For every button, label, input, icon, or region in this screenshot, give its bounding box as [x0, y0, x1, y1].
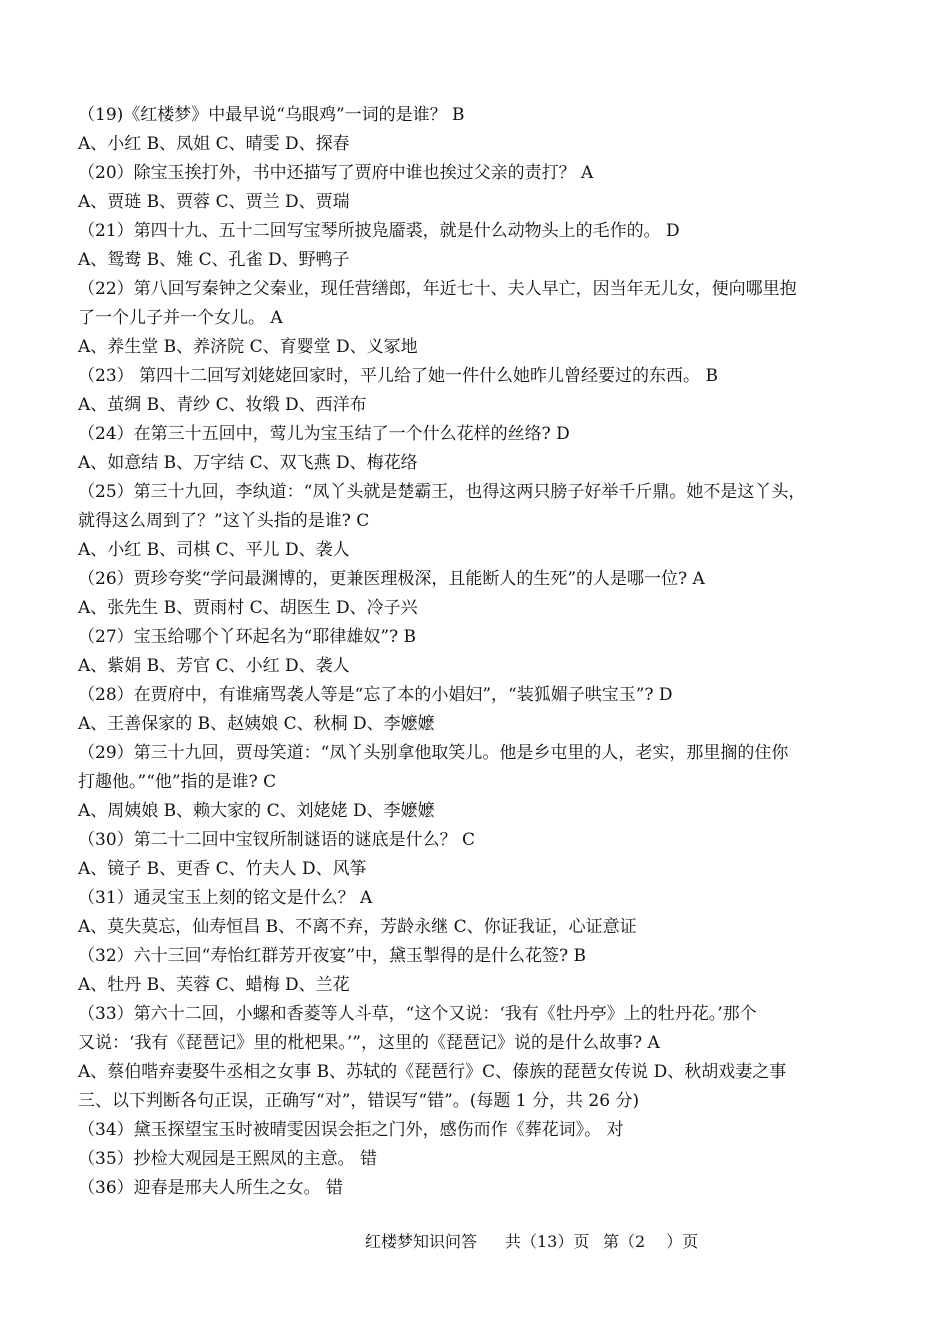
document-body [78, 101, 878, 1203]
text-line: （34）黛玉探望宝玉时被晴雯因误会拒之门外，感伤而作《葬花词》。 对 [78, 1120, 624, 1140]
text-line: A、养生堂 B、养济院 C、育婴堂 D、义冢地 [78, 337, 418, 357]
text-line: （27）宝玉给哪个丫环起名为“耶律雄奴”? B [78, 627, 417, 647]
text-line: A、鸳鸯 B、雉 C、孔雀 D、野鸭子 [78, 250, 350, 270]
section-heading: 三、以下判断各句正误，正确写“对”，错误写“错”。(每题 1 分，共 26 分) [78, 1091, 640, 1111]
text-line: A、茧绸 B、青纱 C、妆缎 D、西洋布 [78, 395, 367, 415]
text-line: 又说：‘我有《琵琶记》里的枇杷果。’”，这里的《琵琶记》说的是什么故事? A [78, 1033, 660, 1053]
text-line: A、莫失莫忘，仙寿恒昌 B、不离不弃，芳龄永继 C、你证我证，心证意证 [78, 917, 637, 937]
text-line: A、如意结 B、万字结 C、双飞燕 D、梅花络 [78, 453, 418, 473]
footer-total-pages: 共（13）页 [505, 1232, 590, 1251]
text-line: A、张先生 B、贾雨村 C、胡医生 D、冷子兴 [78, 598, 418, 618]
text-line: （36）迎春是邢夫人所生之女。 错 [78, 1178, 344, 1198]
text-line: （21）第四十九、五十二回写宝琴所披凫靥裘，就是什么动物头上的毛作的。 D [78, 221, 680, 241]
text-line: A、小红 B、司棋 C、平儿 D、袭人 [78, 540, 350, 560]
text-line: 了一个儿子并一个女儿。 A [78, 308, 283, 328]
text-line: （35）抄检大观园是王熙凤的主意。 错 [78, 1149, 378, 1169]
text-line: （29）第三十九回，贾母笑道：“凤丫头别拿他取笑儿。他是乡屯里的人，老实，那里搁的住你 [78, 743, 789, 763]
text-line: （30）第二十二回中宝钗所制谜语的谜底是什么？ C [78, 830, 476, 850]
text-line: 就得这么周到了？”这丫头指的是谁? C [78, 511, 370, 531]
text-line: A、贾琏 B、贾蓉 C、贾兰 D、贾瑞 [78, 192, 350, 212]
text-line: （26）贾珍夸奖“学问最渊博的，更兼医理极深，且能断人的生死”的人是哪一位? A [78, 569, 705, 589]
text-line: A、小红 B、凤姐 C、晴雯 D、探春 [78, 134, 350, 154]
text-line: （28）在贾府中，有谁痛骂袭人等是“忘了本的小娼妇”，“装狐媚子哄宝玉”? D [78, 685, 673, 705]
text-line: A、镜子 B、更香 C、竹夫人 D、风筝 [78, 859, 367, 879]
text-line: （23） 第四十二回写刘姥姥回家时，平儿给了她一件什么她昨儿曾经要过的东西。 B [78, 366, 718, 386]
text-line: 打趣他。”“他”指的是谁? C [78, 772, 277, 792]
text-line: （32）六十三回“寿怡红群芳开夜宴”中，黛玉掣得的是什么花签? B [78, 946, 587, 966]
text-line: A、紫娟 B、芳官 C、小红 D、袭人 [78, 656, 350, 676]
text-line: （24）在第三十五回中，莺儿为宝玉结了一个什么花样的丝络? D [78, 424, 570, 444]
text-line: A、蔡伯喈弃妻娶牛丞相之女事 B、苏轼的《琵琶行》C、傣族的琵琶女传说 D、秋胡戏妻之事 [78, 1062, 787, 1082]
text-line: （25）第三十九回，李纨道：“凤丫头就是楚霸王，也得这两只膀子好举千斤鼎。她不是这丫头， [78, 482, 806, 502]
text-line: （20）除宝玉挨打外，书中还描写了贾府中谁也挨过父亲的责打？ A [78, 163, 594, 183]
text-line: A、牡丹 B、芙蓉 C、蜡梅 D、兰花 [78, 975, 350, 995]
text-line: （31）通灵宝玉上刻的铭文是什么？ A [78, 888, 373, 908]
text-line: A、周姨娘 B、赖大家的 C、刘姥姥 D、李嬷嬷 [78, 801, 435, 821]
text-line: （22）第八回写秦钟之父秦业，现任营缮郎，年近七十、夫人早亡，因当年无儿女，便向哪里抱 [78, 279, 797, 299]
text-line: （33）第六十二回，小螺和香菱等人斗草，“这个又说：‘我有《牡丹亭》上的牡丹花。’那个 [78, 1004, 757, 1024]
text-line: （19)《红楼梦》中最早说“乌眼鸡”一词的是谁？ B [78, 105, 465, 125]
text-line: A、王善保家的 B、赵姨娘 C、秋桐 D、李嬷嬷 [78, 714, 435, 734]
footer-page-number: 第（2 ）页 [603, 1232, 699, 1251]
footer-title: 红楼梦知识问答 [365, 1232, 478, 1251]
